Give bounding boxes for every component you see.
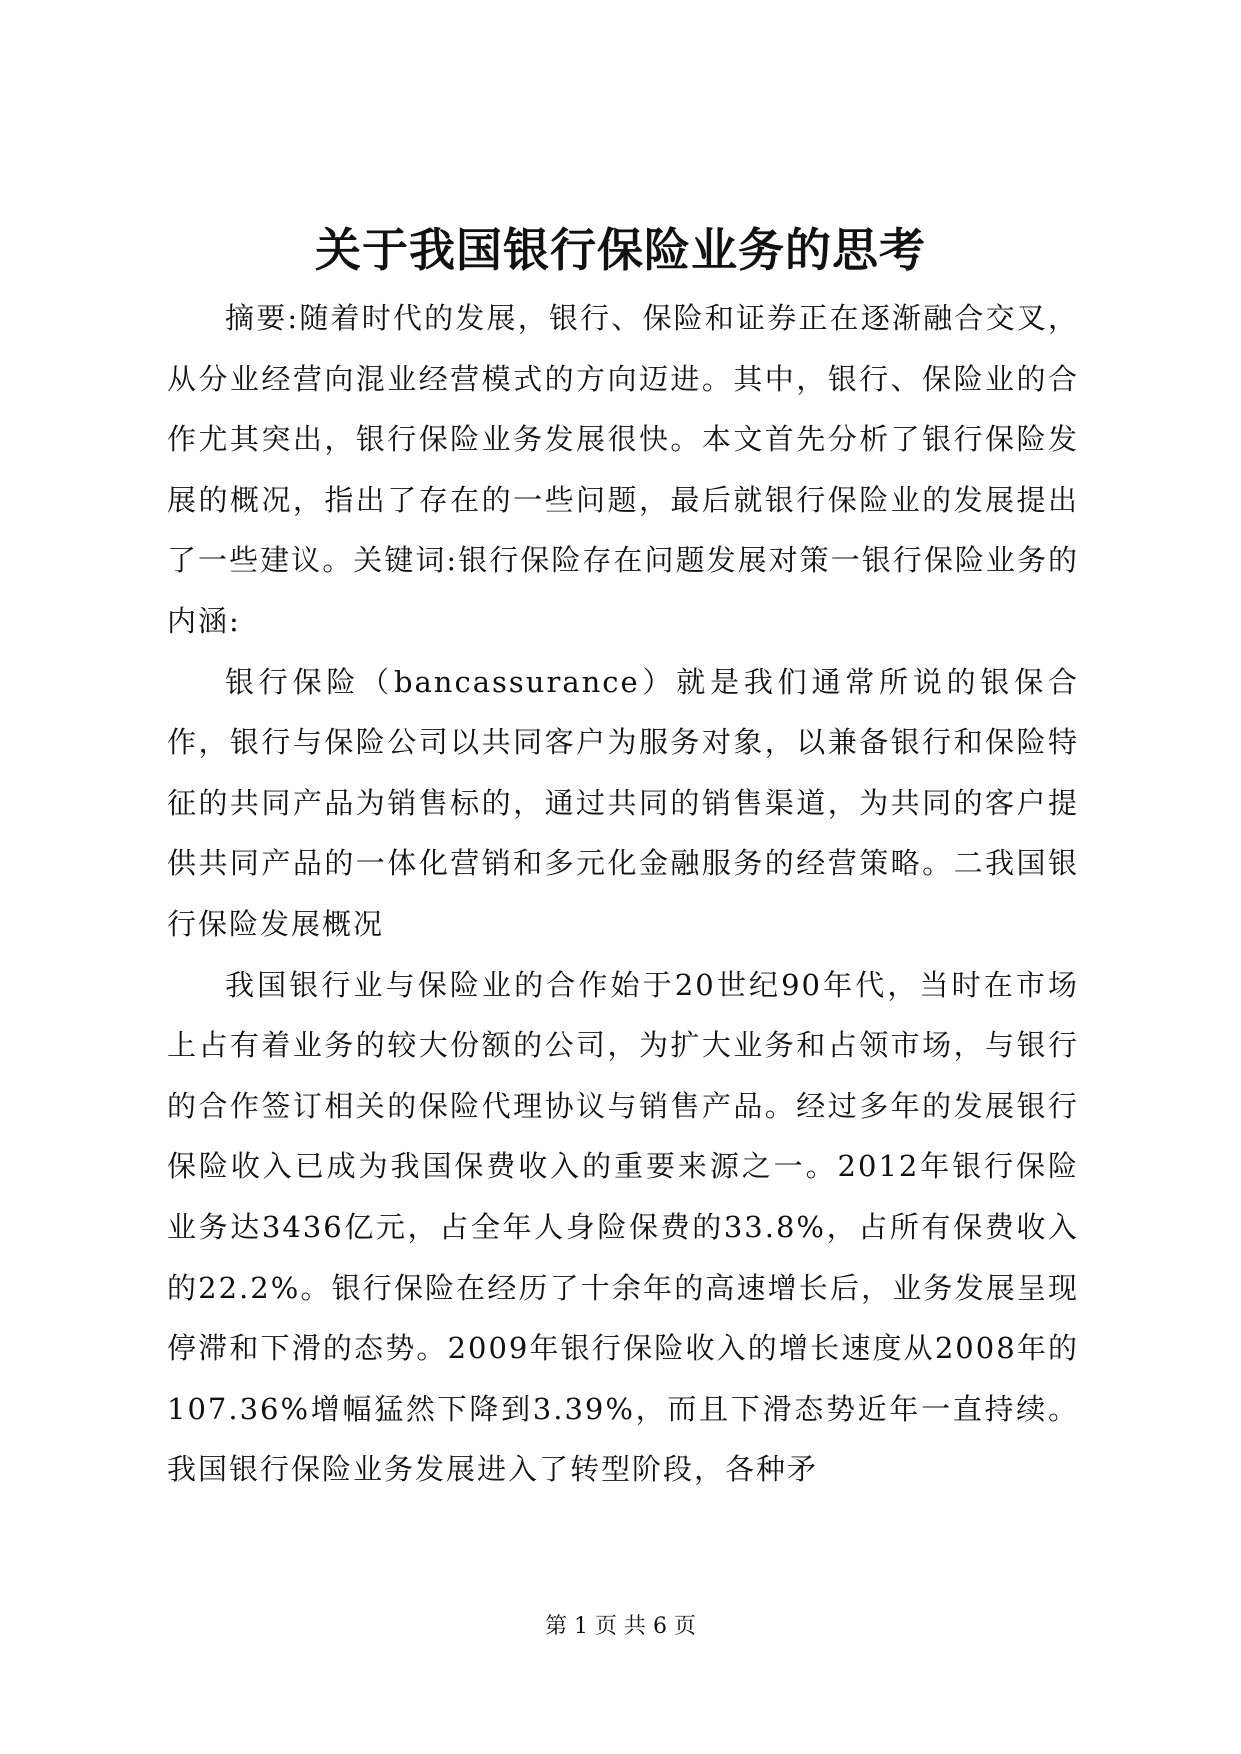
page-footer: 第 1 页 共 6 页 — [545, 1614, 696, 1639]
paragraph-overview: 我国银行业与保险业的合作始于20世纪90年代，当时在市场上占有着业务的较大份额的公司，为扩大业务和占领市场，与银行的合作签订相关的保险代理协议与销售产品。经过多年的发展银行保险收入已成为我国保费收入的重要来源之一。2012年银行保险业务达3436亿元，占全年人身险保费的33.8%，占所有保费收入的22.2%。银行保险在经历了十余年的高速增长后，业务发展呈现停滞和下滑的态势。2009年银行保险收入的增长速度从2008年的107.36%增幅猛然下降到3.39%，而且下滑态势近年一直持续。我国银行保险业务发展进入了转型阶段，各种矛 — [167, 967, 1079, 1487]
document-title: 关于我国银行保险业务的思考 — [315, 223, 926, 277]
paragraph-abstract: 摘要:随着时代的发展，银行、保险和证券正在逐渐融合交叉，从分业经营向混业经营模式的方向迈进。其中，银行、保险业的合作尤其突出，银行保险业务发展很快。本文首先分析了银行保险发展的概况，指出了存在的一些问题，最后就银行保险业的发展提出了一些建议。关键词:银行保险存在问题发展对策一银行保险业务的内涵: — [167, 301, 1079, 638]
paragraph-definition: 银行保险（bancassurance）就是我们通常所说的银保合作，银行与保险公司以共同客户为服务对象，以兼备银行和保险特征的共同产品为销售标的，通过共同的销售渠道，为共同的客户提供共同产品的一体化营销和多元化金融服务的经营策略。二我国银行保险发展概况 — [167, 664, 1079, 941]
document-body — [167, 288, 1079, 1500]
